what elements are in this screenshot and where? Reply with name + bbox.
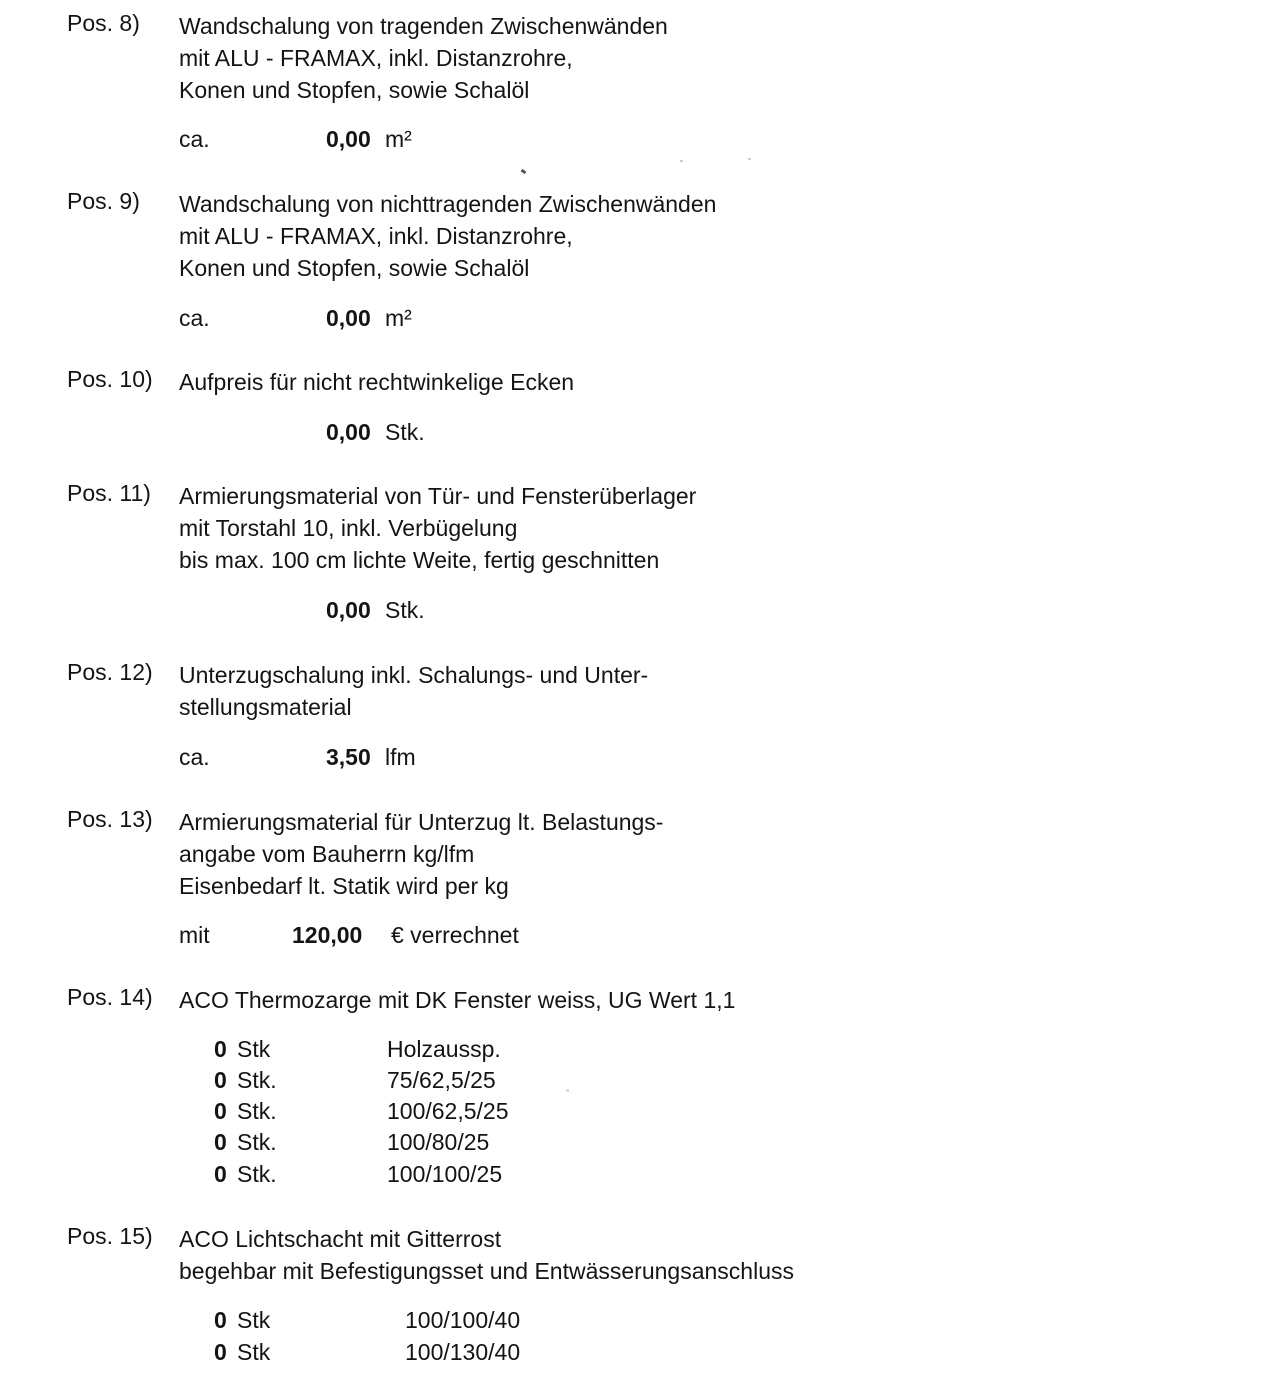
- item-unit: Stk.: [237, 1161, 277, 1187]
- description-line: ACO Lichtschacht mit Gitterrost: [179, 1226, 502, 1252]
- item-count: 0: [214, 1067, 227, 1093]
- description-line: Konen und Stopfen, sowie Schalöl: [179, 77, 530, 103]
- quantity-prefix: ca.: [179, 305, 210, 331]
- item-unit: Stk: [237, 1339, 271, 1365]
- list-item: [0, 1307, 1280, 1338]
- description-line: stellungsmaterial: [179, 694, 352, 720]
- position-label: Pos. 12): [67, 659, 153, 685]
- quantity-unit: lfm: [385, 744, 416, 770]
- item-unit: Stk.: [237, 1067, 277, 1093]
- quantity-value: 0,00: [326, 126, 371, 152]
- quantity-unit: € verrechnet: [391, 922, 519, 948]
- description-line: ACO Thermozarge mit DK Fenster weiss, UG Wert 1,1: [179, 987, 736, 1013]
- position-description: [179, 10, 668, 106]
- quantity-line: [0, 305, 1280, 337]
- position-label: Pos. 11): [67, 480, 151, 506]
- position-description: [179, 480, 696, 576]
- quantity-unit: Stk.: [385, 419, 425, 445]
- description-line: mit Torstahl 10, inkl. Verbügelung: [179, 515, 518, 541]
- list-item: [0, 1129, 1280, 1160]
- quantity-value: 0,00: [326, 305, 371, 331]
- position-label: Pos. 15): [67, 1223, 153, 1249]
- list-item: [0, 1098, 1280, 1129]
- quantity-prefix: mit: [179, 922, 210, 948]
- list-item: [0, 1339, 1280, 1370]
- quantity-line: [0, 744, 1280, 776]
- quantity-line: [0, 419, 1280, 451]
- item-count: 0: [214, 1129, 227, 1155]
- description-line: Aufpreis für nicht rechtwinkelige Ecken: [179, 369, 575, 395]
- scan-speck: [680, 160, 683, 162]
- position-description: [179, 659, 648, 723]
- quantity-line: [0, 126, 1280, 158]
- quantity-unit: Stk.: [385, 597, 425, 623]
- position-label: Pos. 9): [67, 188, 140, 214]
- description-line: Wandschalung von nichttragenden Zwischenwänden: [179, 191, 717, 217]
- item-dimension: 100/62,5/25: [387, 1098, 509, 1124]
- item-dimension: Holzaussp.: [387, 1036, 501, 1062]
- item-dimension: 100/100/40: [405, 1307, 521, 1333]
- quantity-value: 0,00: [326, 419, 371, 445]
- description-line: Konen und Stopfen, sowie Schalöl: [179, 255, 530, 281]
- quantity-value: 3,50: [326, 744, 371, 770]
- description-line: mit ALU - FRAMAX, inkl. Distanzrohre,: [179, 223, 573, 249]
- item-count: 0: [214, 1307, 227, 1333]
- description-line: mit ALU - FRAMAX, inkl. Distanzrohre,: [179, 45, 573, 71]
- description-line: Armierungsmaterial für Unterzug lt. Belastungs-: [179, 809, 664, 835]
- description-line: Wandschalung von tragenden Zwischenwänden: [179, 13, 668, 39]
- quantity-unit: m²: [385, 126, 412, 152]
- position-description: [179, 806, 663, 902]
- quantity-unit: m²: [385, 305, 412, 331]
- scan-speck: [521, 169, 527, 174]
- position-label: Pos. 14): [67, 984, 153, 1010]
- position-description: [179, 984, 735, 1016]
- position-label: Pos. 8): [67, 10, 140, 36]
- item-count: 0: [214, 1036, 227, 1062]
- scan-speck: [748, 158, 751, 160]
- item-count: 0: [214, 1098, 227, 1124]
- item-count: 0: [214, 1339, 227, 1365]
- description-line: bis max. 100 cm lichte Weite, fertig geschnitten: [179, 547, 660, 573]
- item-dimension: 75/62,5/25: [387, 1067, 496, 1093]
- list-item: [0, 1036, 1280, 1067]
- item-unit: Stk.: [237, 1129, 277, 1155]
- list-item: [0, 1067, 1280, 1098]
- description-line: Unterzugschalung inkl. Schalungs- und Unter-: [179, 662, 649, 688]
- quantity-prefix: ca.: [179, 744, 210, 770]
- item-unit: Stk: [237, 1036, 271, 1062]
- item-dimension: 100/100/25: [387, 1161, 503, 1187]
- item-unit: Stk.: [237, 1098, 277, 1124]
- position-description: [179, 366, 574, 398]
- item-count: 0: [214, 1161, 227, 1187]
- description-line: Eisenbedarf lt. Statik wird per kg: [179, 873, 509, 899]
- item-unit: Stk: [237, 1307, 271, 1333]
- quantity-line: [0, 922, 1280, 954]
- position-label: Pos. 13): [67, 806, 153, 832]
- position-description: [179, 1223, 794, 1287]
- quantity-value: 120,00: [292, 922, 363, 948]
- description-line: begehbar mit Befestigungsset und Entwässerungsanschluss: [179, 1258, 794, 1284]
- scan-speck: [566, 1089, 569, 1092]
- position-label: Pos. 10): [67, 366, 153, 392]
- description-line: Armierungsmaterial von Tür- und Fensterüberlager: [179, 483, 697, 509]
- item-dimension: 100/80/25: [387, 1129, 490, 1155]
- quantity-value: 0,00: [326, 597, 371, 623]
- list-item: [0, 1161, 1280, 1192]
- position-description: [179, 188, 716, 284]
- description-line: angabe vom Bauherrn kg/lfm: [179, 841, 475, 867]
- item-dimension: 100/130/40: [405, 1339, 521, 1365]
- quantity-prefix: ca.: [179, 126, 210, 152]
- quantity-line: [0, 597, 1280, 629]
